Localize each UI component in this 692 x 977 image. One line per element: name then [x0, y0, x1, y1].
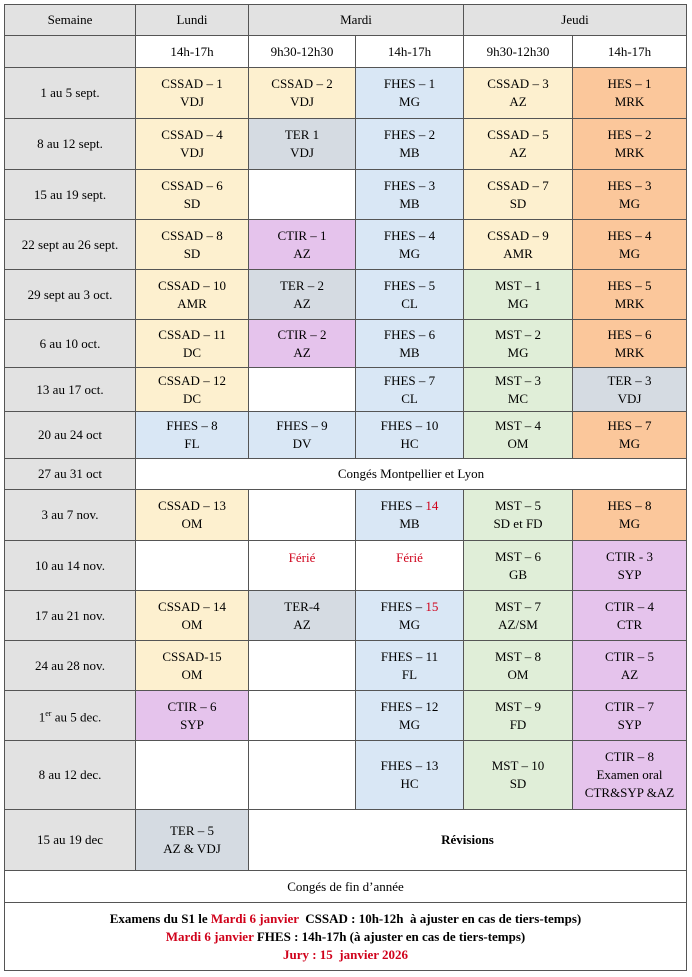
session-cell: FHES – 3 MB — [356, 170, 464, 220]
session-cell: FHES – 7 CL — [356, 368, 464, 412]
week-label: 15 au 19 sept. — [5, 170, 136, 220]
session-cell: CSSAD-15 OM — [136, 641, 249, 691]
empty-cell — [249, 490, 356, 541]
session-cell: FHES – 14 MB — [356, 490, 464, 541]
session-cell: MST – 5 SD et FD — [464, 490, 573, 541]
session-cell: TER – 5 AZ & VDJ — [136, 810, 249, 871]
week-label: 13 au 17 oct. — [5, 368, 136, 412]
ferie-cell: Férié — [249, 541, 356, 591]
session-cell: FHES – 13 HC — [356, 741, 464, 810]
session-cell: CSSAD – 11 DC — [136, 320, 249, 368]
revisions-span: Révisions — [249, 810, 687, 871]
exam-line-1: Examens du S1 le Mardi 6 janvier CSSAD : 10h-12h à ajuster en cas de tiers-temps) — [109, 910, 582, 926]
session-cell: CTIR - 3 SYP — [573, 541, 687, 591]
week-label: 10 au 14 nov. — [5, 541, 136, 591]
jury-line: Jury : 15 janvier 2026 — [282, 946, 409, 962]
session-cell: FHES – 1 MG — [356, 68, 464, 119]
session-cell: CTIR – 7 SYP — [573, 691, 687, 741]
session-cell: CTIR – 5 AZ — [573, 641, 687, 691]
session-cell: HES – 4 MG — [573, 220, 687, 270]
session-cell: FHES – 12 MG — [356, 691, 464, 741]
empty-cell — [249, 170, 356, 220]
session-cell: CSSAD – 8 SD — [136, 220, 249, 270]
week-label: 22 sept au 26 sept. — [5, 220, 136, 270]
session-cell: MST – 2 MG — [464, 320, 573, 368]
session-cell: CTIR – 6 SYP — [136, 691, 249, 741]
session-cell: HES – 3 MG — [573, 170, 687, 220]
session-cell: HES – 1 MRK — [573, 68, 687, 119]
session-cell: FHES – 5 CL — [356, 270, 464, 320]
week-row — [5, 641, 687, 691]
exam-info — [5, 903, 687, 971]
week-label: 24 au 28 nov. — [5, 641, 136, 691]
week-row — [5, 459, 687, 490]
session-cell: FHES – 8 FL — [136, 412, 249, 459]
slot-jeudi-am: 9h30-12h30 — [464, 36, 573, 68]
session-cell: CTIR – 1 AZ — [249, 220, 356, 270]
slot-empty — [5, 36, 136, 68]
session-cell: FHES – 11 FL — [356, 641, 464, 691]
week-label: 27 au 31 oct — [5, 459, 136, 490]
session-cell: MST – 4 OM — [464, 412, 573, 459]
session-cell: HES – 7 MG — [573, 412, 687, 459]
week-label: 3 au 7 nov. — [5, 490, 136, 541]
slot-lundi: 14h-17h — [136, 36, 249, 68]
session-cell: TER 1 VDJ — [249, 119, 356, 170]
session-cell: FHES – 15 MG — [356, 591, 464, 641]
week-row — [5, 68, 687, 119]
week-label: 6 au 10 oct. — [5, 320, 136, 368]
session-cell: TER-4 AZ — [249, 591, 356, 641]
week-row — [5, 810, 687, 871]
ferie-cell: Férié — [356, 541, 464, 591]
slot-row — [5, 36, 687, 68]
week-label: 29 sept au 3 oct. — [5, 270, 136, 320]
session-cell: CSSAD – 2 VDJ — [249, 68, 356, 119]
session-cell: CSSAD – 7 SD — [464, 170, 573, 220]
session-cell: CSSAD – 10 AMR — [136, 270, 249, 320]
week-row — [5, 741, 687, 810]
session-cell: MST – 10 SD — [464, 741, 573, 810]
session-cell: HES – 6 MRK — [573, 320, 687, 368]
session-cell: CSSAD – 6 SD — [136, 170, 249, 220]
exam-row — [5, 903, 687, 971]
week-label: 17 au 21 nov. — [5, 591, 136, 641]
week-label: 15 au 19 dec — [5, 810, 136, 871]
session-cell: MST – 9 FD — [464, 691, 573, 741]
session-cell: MST – 6 GB — [464, 541, 573, 591]
conges-fin: Congés de fin d’année — [5, 871, 687, 903]
session-cell: CSSAD – 5 AZ — [464, 119, 573, 170]
session-cell: CSSAD – 9 AMR — [464, 220, 573, 270]
header-semaine: Semaine — [5, 5, 136, 36]
session-cell: CTIR – 8 Examen oral CTR&SYP &AZ — [573, 741, 687, 810]
week-label: 20 au 24 oct — [5, 412, 136, 459]
session-cell: HES – 5 MRK — [573, 270, 687, 320]
session-cell: CTIR – 4 CTR — [573, 591, 687, 641]
header-lundi: Lundi — [136, 5, 249, 36]
session-cell: FHES – 4 MG — [356, 220, 464, 270]
empty-cell — [249, 641, 356, 691]
slot-mardi-am: 9h30-12h30 — [249, 36, 356, 68]
session-cell: MST – 3 MC — [464, 368, 573, 412]
week-row — [5, 691, 687, 741]
conges-row — [5, 871, 687, 903]
header-jeudi: Jeudi — [464, 5, 687, 36]
week-row — [5, 119, 687, 170]
week-label: 8 au 12 sept. — [5, 119, 136, 170]
week-row — [5, 368, 687, 412]
header-mardi: Mardi — [249, 5, 464, 36]
session-cell: CSSAD – 14 OM — [136, 591, 249, 641]
slot-mardi-pm: 14h-17h — [356, 36, 464, 68]
session-cell: FHES – 10 HC — [356, 412, 464, 459]
session-cell: FHES – 2 MB — [356, 119, 464, 170]
session-cell: HES – 8 MG — [573, 490, 687, 541]
week-label: 1 au 5 sept. — [5, 68, 136, 119]
session-cell: MST – 8 OM — [464, 641, 573, 691]
week-row — [5, 490, 687, 541]
session-cell: CSSAD – 4 VDJ — [136, 119, 249, 170]
empty-cell — [249, 691, 356, 741]
week-row — [5, 412, 687, 459]
week-row — [5, 320, 687, 368]
session-cell: MST – 7 AZ/SM — [464, 591, 573, 641]
session-cell: TER – 2 AZ — [249, 270, 356, 320]
session-cell: CSSAD – 1 VDJ — [136, 68, 249, 119]
session-cell: CTIR – 2 AZ — [249, 320, 356, 368]
week-row — [5, 170, 687, 220]
empty-cell — [136, 741, 249, 810]
slot-jeudi-pm: 14h-17h — [573, 36, 687, 68]
exam-line-2: Mardi 6 janvier FHES : 14h-17h (à ajuster en cas de tiers-temps) — [165, 928, 526, 944]
session-cell: CSSAD – 13 OM — [136, 490, 249, 541]
session-cell: CSSAD – 3 AZ — [464, 68, 573, 119]
week-row — [5, 541, 687, 591]
empty-cell — [249, 741, 356, 810]
empty-cell — [249, 368, 356, 412]
session-cell: HES – 2 MRK — [573, 119, 687, 170]
week-label: 8 au 12 dec. — [5, 741, 136, 810]
holiday-span: Congés Montpellier et Lyon — [136, 459, 687, 490]
session-cell: CSSAD – 12 DC — [136, 368, 249, 412]
empty-cell — [136, 541, 249, 591]
session-cell: FHES – 9 DV — [249, 412, 356, 459]
session-cell: FHES – 6 MB — [356, 320, 464, 368]
session-cell: MST – 1 MG — [464, 270, 573, 320]
header-row — [5, 5, 687, 36]
session-cell: TER – 3 VDJ — [573, 368, 687, 412]
schedule-table — [4, 4, 687, 971]
week-row — [5, 270, 687, 320]
week-row — [5, 591, 687, 641]
week-label: 1er au 5 dec. — [5, 691, 136, 741]
week-row — [5, 220, 687, 270]
